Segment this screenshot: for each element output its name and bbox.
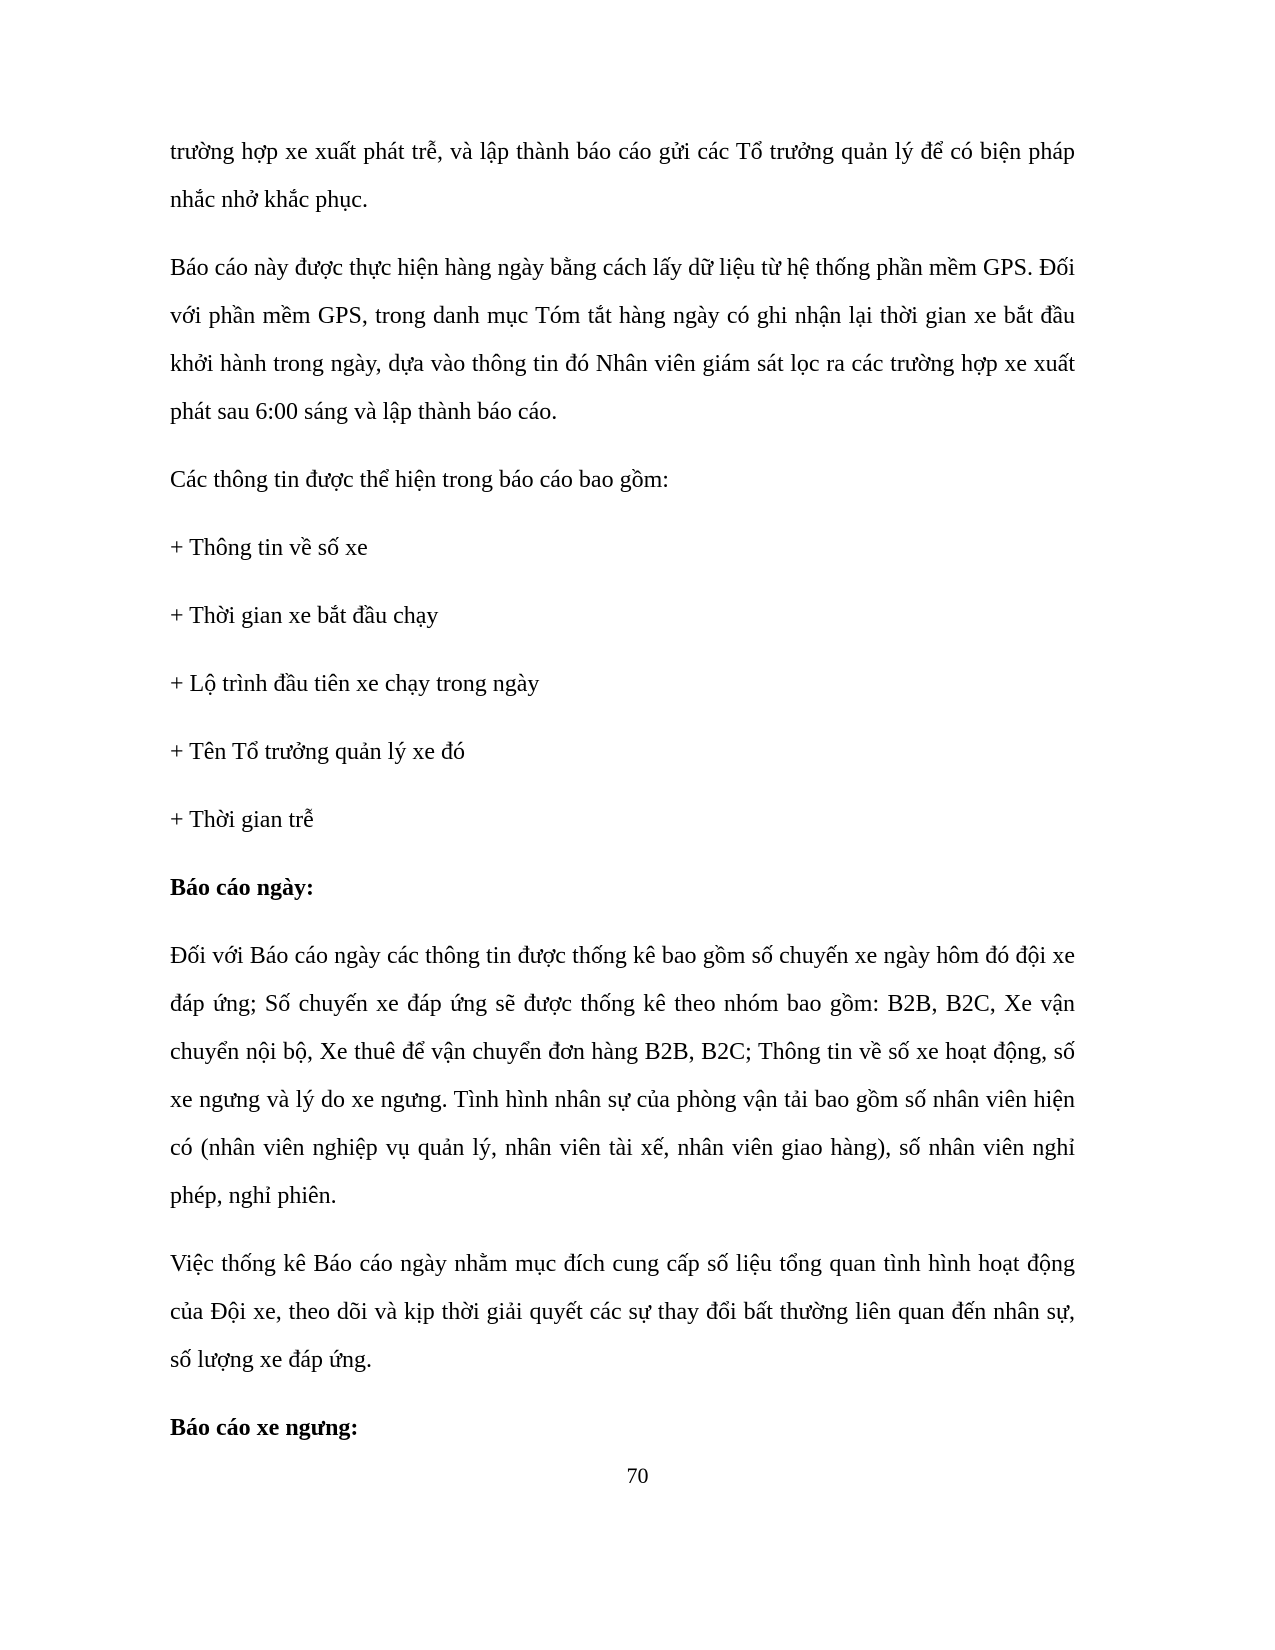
paragraph-daily-report-detail: Đối với Báo cáo ngày các thông tin được thống kê bao gồm số chuyến xe ngày hôm đó đội xe đáp ứng; Số chuyến xe đáp ứng sẽ được thống kê theo nhóm bao gồm: B2B, B2C, Xe vận chuyển nội bộ, Xe thuê để vận chuyển đơn hàng B2B, B2C; Thông tin về số xe hoạt động, số xe ngưng và lý do xe ngưng. Tình hình nhân sự của phòng vận tải bao gồm số nhân viên hiện có (nhân viên nghiệp vụ quản lý, nhân viên tài xế, nhân viên giao hàng), số nhân viên nghỉ phép, nghỉ phiên.: [170, 943, 1075, 1209]
heading-daily-report: Báo cáo ngày:: [170, 875, 314, 901]
paragraph-daily-report-purpose: Việc thống kê Báo cáo ngày nhằm mục đích cung cấp số liệu tổng quan tình hình hoạt động của Đội xe, theo dõi và kịp thời giải quyết các sự thay đổi bất thường liên quan đến nhân sự, số lượng xe đáp ứng.: [170, 1251, 1075, 1373]
document-body: [170, 128, 1075, 1472]
list-item-vehicle-number: + Thông tin về số xe: [170, 535, 368, 561]
paragraph-gps-report: Báo cáo này được thực hiện hàng ngày bằng cách lấy dữ liệu từ hệ thống phần mềm GPS. Đối với phần mềm GPS, trong danh mục Tóm tắt hàng ngày có ghi nhận lại thời gian xe bắt đầu khởi hành trong ngày, dựa vào thông tin đó Nhân viên giám sát lọc ra các trường hợp xe xuất phát sau 6:00 sáng và lập thành báo cáo.: [170, 255, 1075, 425]
list-item-start-time: + Thời gian xe bắt đầu chạy: [170, 603, 439, 629]
list-item-delay-time: + Thời gian trễ: [170, 807, 314, 833]
paragraph-intro-tail: trường hợp xe xuất phát trễ, và lập thành báo cáo gửi các Tổ trưởng quản lý để có biện pháp nhắc nhở khắc phục.: [170, 139, 1075, 213]
page-number: 70: [626, 1463, 649, 1488]
paragraph-list-intro: Các thông tin được thể hiện trong báo cáo bao gồm:: [170, 467, 669, 493]
heading-stopped-vehicle-report: Báo cáo xe ngưng:: [170, 1415, 359, 1441]
list-item-first-route: + Lộ trình đầu tiên xe chạy trong ngày: [170, 671, 540, 697]
list-item-team-leader: + Tên Tổ trưởng quản lý xe đó: [170, 739, 465, 765]
